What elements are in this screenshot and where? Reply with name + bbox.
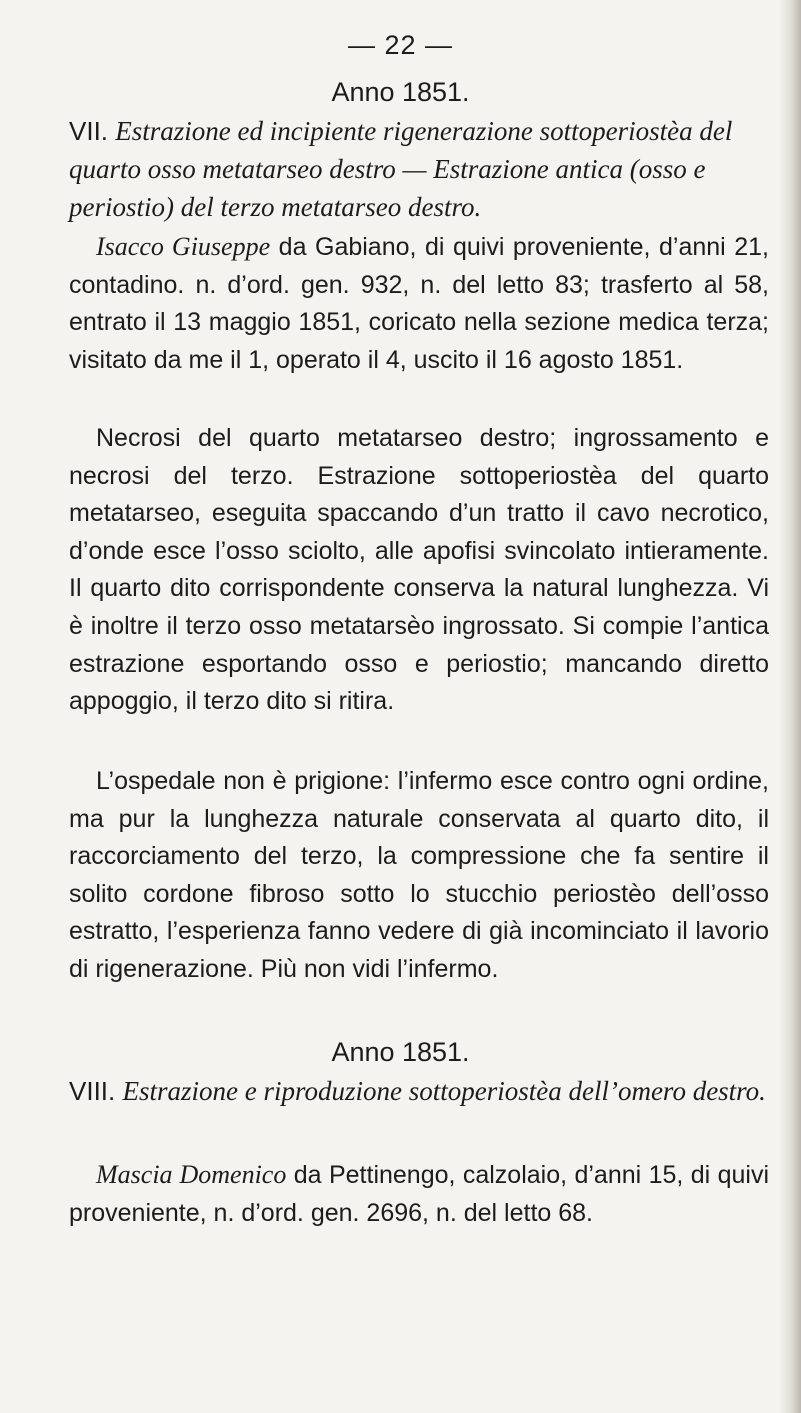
section-year: Anno 1851. <box>331 77 470 107</box>
section-title: Estrazione e riproduzione sottoperiostèa dell’omero destro. <box>122 1076 766 1106</box>
section-heading <box>69 1072 769 1110</box>
section-number: VII. <box>69 116 109 146</box>
section-year: Anno 1851. <box>331 1037 470 1067</box>
case-intro-paragraph <box>69 228 769 379</box>
page-number: — 22 — <box>347 30 454 60</box>
case-intro-text: da Pettinengo, calzolaio, d’anni 15, di quivi proveniente, n. d’ord. gen. 2696, n. del letto 68. <box>69 1161 770 1227</box>
case-intro-paragraph <box>69 1156 769 1232</box>
section-title: Estrazione ed incipiente rigenerazione sottoperiostèa del quarto osso metatarseo destro — Estrazione antica (osso e periostio) del terzo metatarseo destro. <box>69 116 733 222</box>
section-heading <box>69 112 769 226</box>
patient-name: Mascia Domenico <box>96 1160 287 1189</box>
page-edge-shadow <box>779 0 801 1413</box>
patient-name: Isacco Giuseppe <box>96 232 271 261</box>
section-number: VIII. <box>69 1076 116 1106</box>
case-description-paragraph: Necrosi del quarto metatarseo destro; ingrossamento e necrosi del terzo. Estrazione sottoperiostèa del quarto metatarseo, eseguita spaccando d’un tratto il cavo necrotico, d’onde esce l’osso sciolto, alle apofisi svincolato intieramente. Il quarto dito corrispondente conserva la natural lunghezza. Vi è inoltre il terzo osso metatarsèo ingrossato. Si compie l’antica estrazione esportando osso e periostio; mancando diretto appoggio, il terzo dito si ritira. <box>69 424 769 716</box>
case-outcome-paragraph: L’ospedale non è prigione: l’infermo esce contro ogni ordine, ma pur la lunghezza naturale conservata al quarto dito, il raccorciamento del terzo, la compressione che fa sentire il solito cordone fibroso sotto lo stucchio periostèo dell’osso estratto, l’esperienza fanno vedere di già incominciato il lavorio di rigenerazione. Più non vidi l’infermo. <box>69 767 769 983</box>
case-intro-text: da Gabiano, di quivi proveniente, d’anni 21, contadino. n. d’ord. gen. 932, n. del letto 83; trasferto al 58, entrato il 13 maggio 1851, coricato nella sezione medica terza; visitato da me il 1, operato il 4, uscito il 16 agosto 1851. <box>69 233 770 374</box>
